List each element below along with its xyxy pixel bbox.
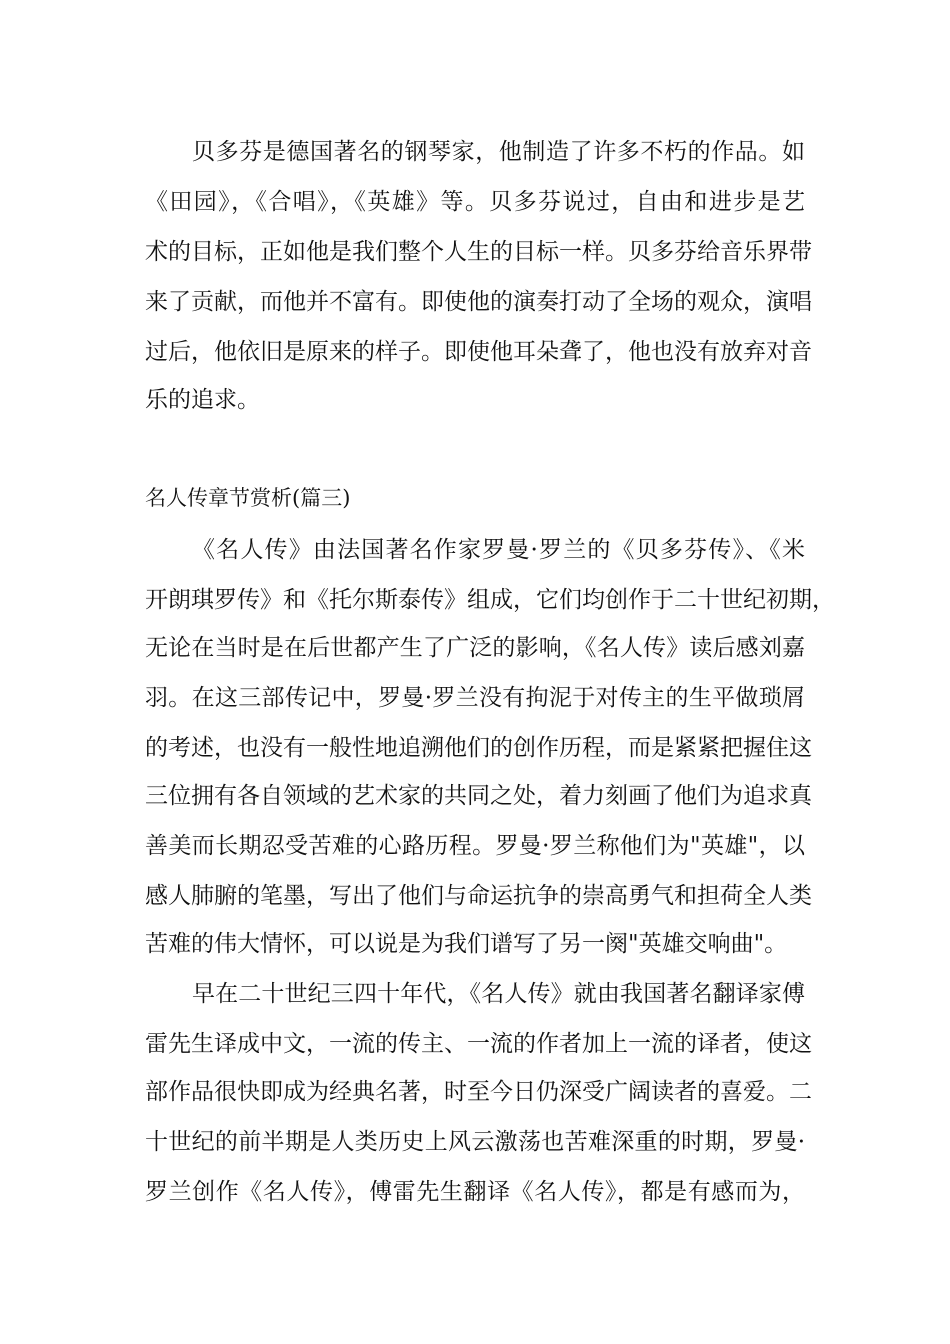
- text-line: 苦难的伟大情怀，可以说是为我们谱写了另一阕"英雄交响曲"。: [145, 931, 788, 957]
- text-line: 开朗琪罗传》和《托尔斯泰传》组成，它们均创作于二十世纪初期，: [145, 587, 835, 613]
- section-heading: 名人传章节赏析(篇三): [145, 486, 351, 510]
- text-line: 三位拥有各自领域的艺术家的共同之处，着力刻画了他们为追求真: [145, 783, 812, 809]
- text-line: 部作品很快即成为经典名著，时至今日仍深受广阔读者的喜爱。二: [145, 1079, 812, 1105]
- text-line: 来了贡献，而他并不富有。即使他的演奏打动了全场的观众，演唱: [145, 289, 812, 315]
- text-line: 罗兰创作《名人传》，傅雷先生翻译《名人传》，都是有感而为，: [145, 1179, 805, 1205]
- text-line: 羽。在这三部传记中，罗曼·罗兰没有拘泥于对传主的生平做琐屑: [145, 685, 805, 711]
- text-line: 感人肺腑的笔墨，写出了他们与命运抗争的崇高勇气和担荷全人类: [145, 883, 812, 909]
- text-line: 善美而长期忍受苦难的心路历程。罗曼·罗兰称他们为"英雄"，以: [145, 833, 805, 859]
- text-line: 雷先生译成中文，一流的传主、一流的作者加上一流的译者，使这: [145, 1031, 812, 1057]
- text-line: 《田园》，《合唱》，《英雄》等。贝多芬说过，自由和进步是艺: [145, 189, 805, 215]
- text-line: 《名人传》由法国著名作家罗曼·罗兰的《贝多芬传》、《米: [192, 537, 805, 563]
- text-line: 无论在当时是在后世都产生了广泛的影响，《名人传》读后感刘嘉: [145, 635, 805, 661]
- text-line: 乐的追求。: [145, 387, 260, 413]
- text-line: 的考述，也没有一般性地追溯他们的创作历程，而是紧紧把握住这: [145, 735, 812, 761]
- text-line: 早在二十世纪三四十年代，《名人传》就由我国著名翻译家傅: [192, 981, 805, 1007]
- text-line: 贝多芬是德国著名的钢琴家，他制造了许多不朽的作品。如: [192, 139, 805, 165]
- text-line: 术的目标，正如他是我们整个人生的目标一样。贝多芬给音乐界带: [145, 239, 812, 265]
- text-line: 过后，他依旧是原来的样子。即使他耳朵聋了，他也没有放弃对音: [145, 339, 812, 365]
- text-line: 十世纪的前半期是人类历史上风云激荡也苦难深重的时期，罗曼·: [145, 1129, 805, 1155]
